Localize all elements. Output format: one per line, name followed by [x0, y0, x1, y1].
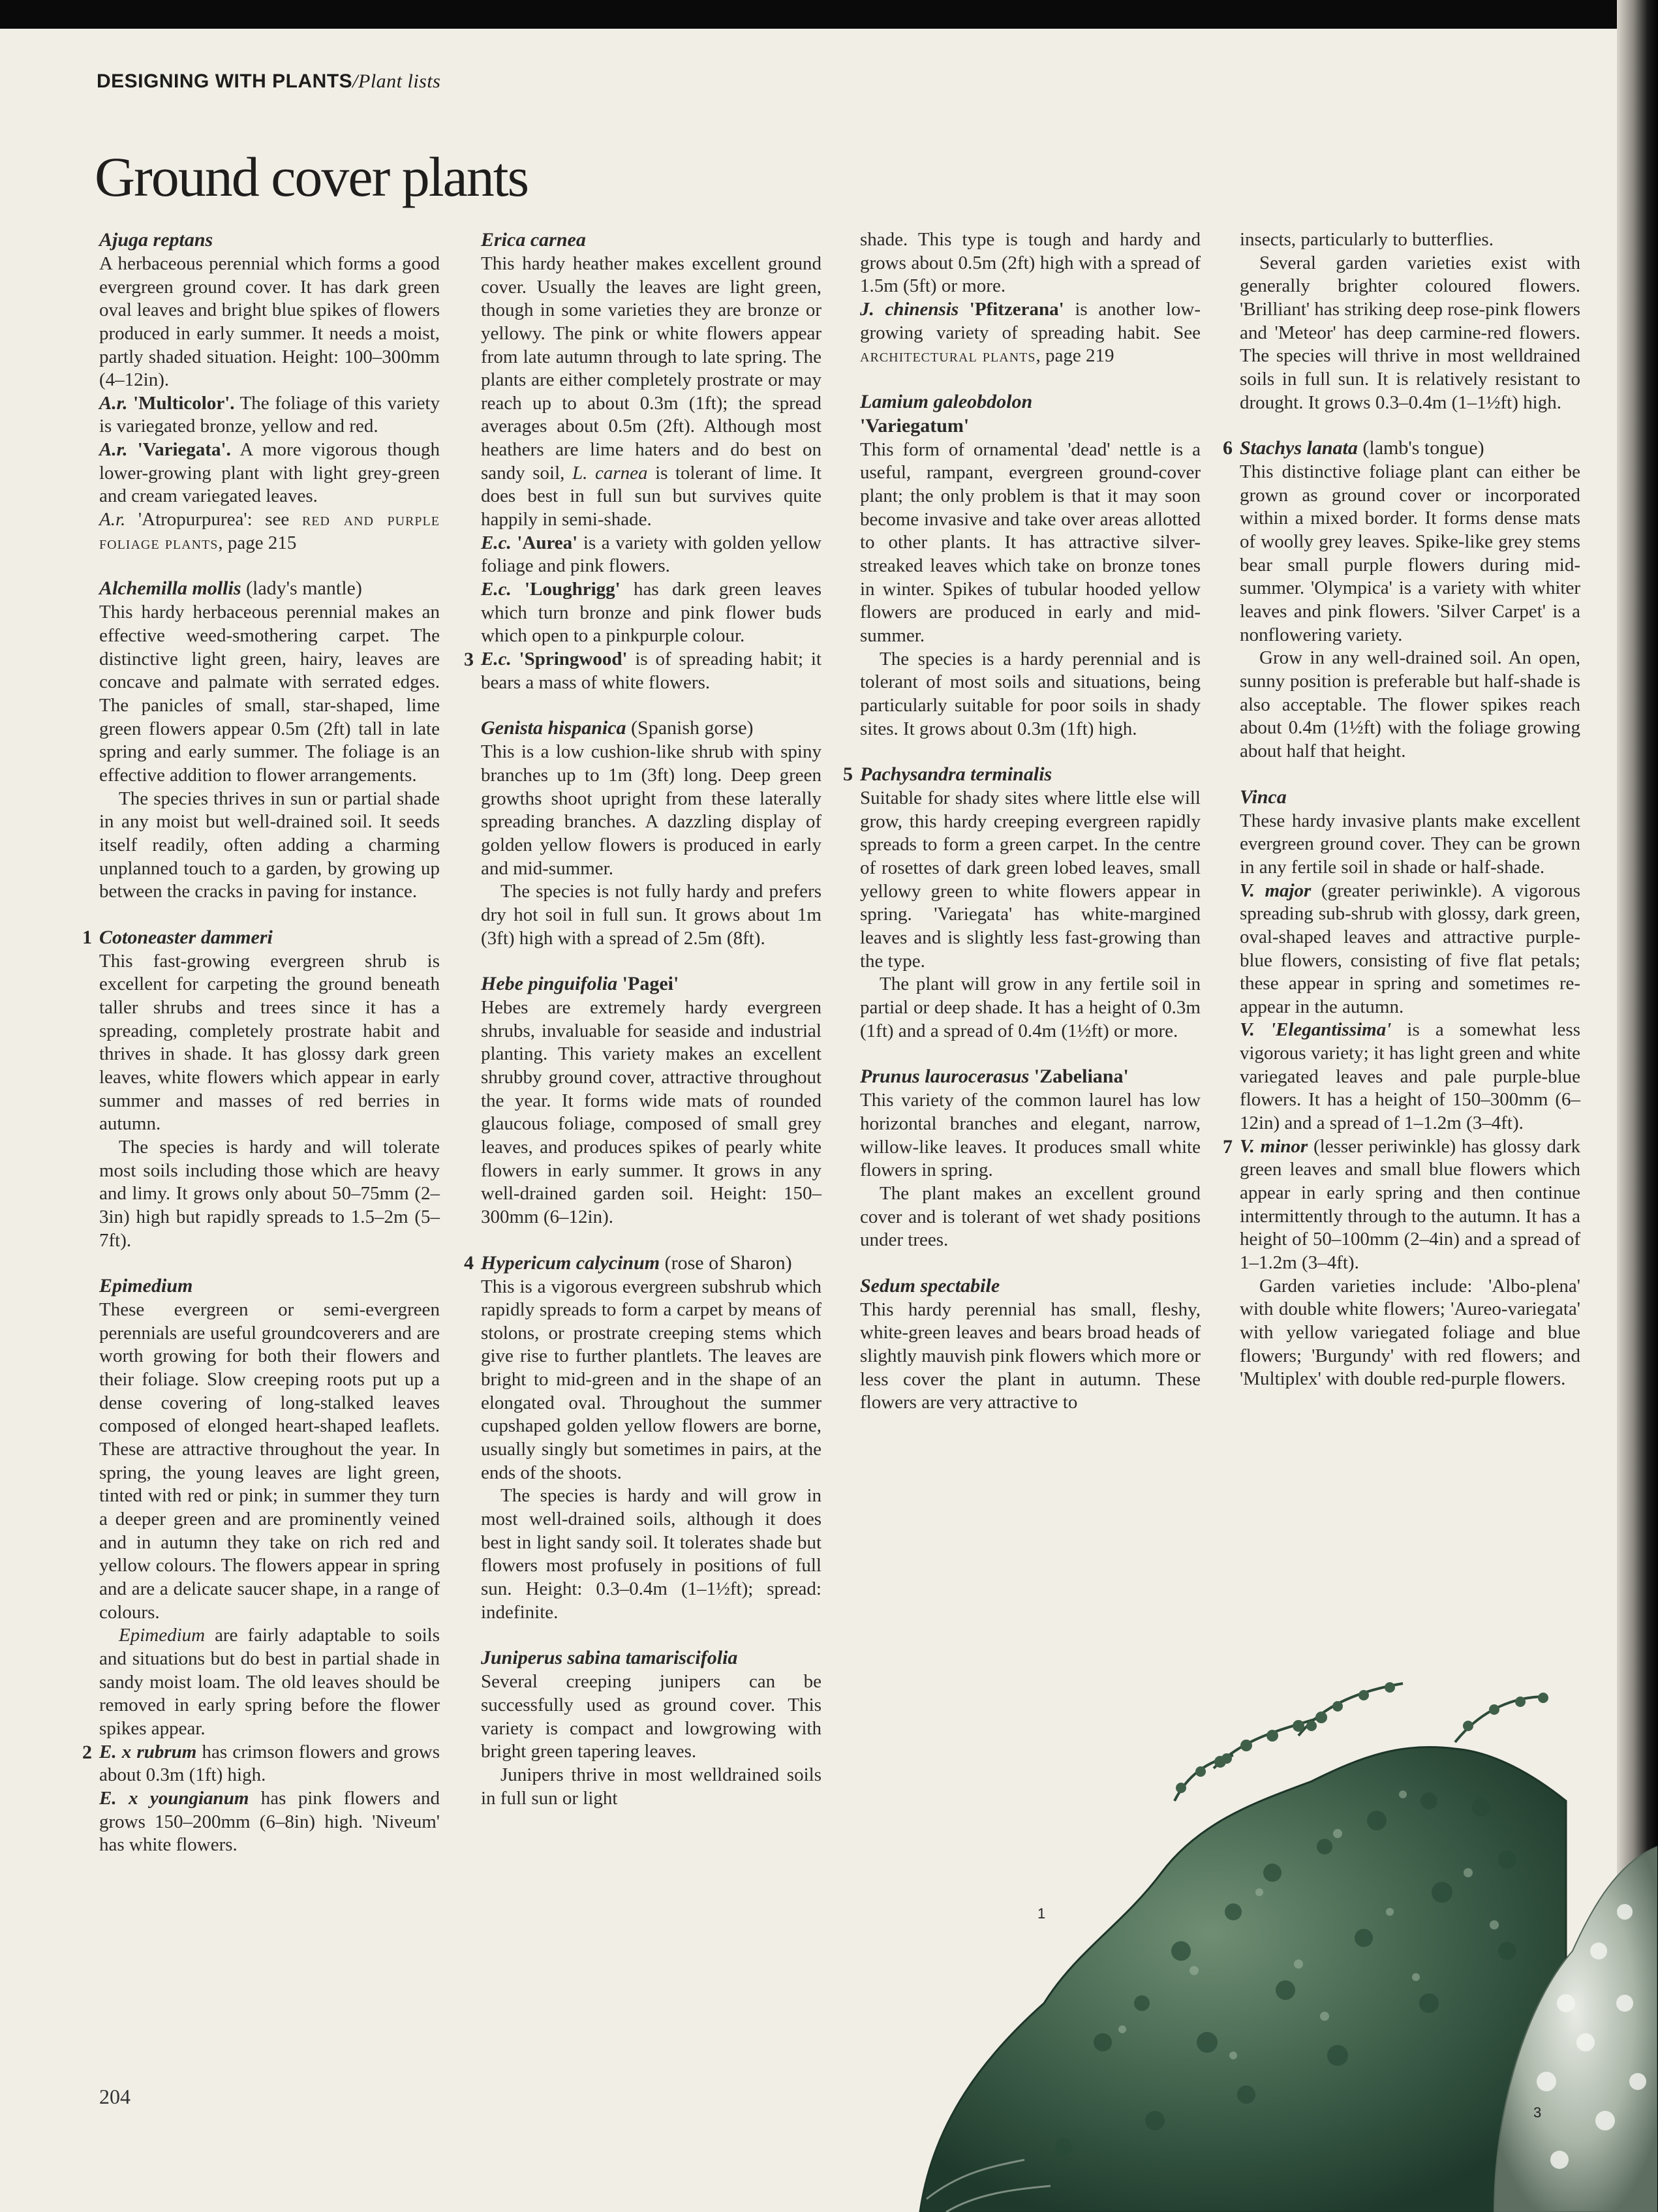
running-head-subsection: /Plant lists — [352, 70, 441, 92]
figure-number: 1 — [82, 926, 92, 948]
entry-heading: Sedum spectabile — [860, 1274, 1000, 1297]
entry-text: These evergreen or semi-evergreen perennials are useful groundcoverers and are worth growing for both their flowers and their foliage. Slow creeping roots put up a dense covering of long-stalked leaves composed of elonged heart-shaped leaflets. These are attractive throughout the year. In spring, the young leaves are light green, tinted with red or pink; in summer they turn a deeper green and are prominently veined and in autumn they take on rich red and yellow colours. The flowers appear in spring and are a delicate saucer shape, in a range of colours. — [99, 1299, 440, 1623]
entry-genista — [481, 716, 821, 950]
entry-cotoneaster — [82, 926, 440, 1252]
entry-text: Several garden varieties exist with generally brighter coloured flowers. 'Brilliant' has striking deep rose-pink flowers and 'Meteor' has deep carmine-red flowers. The species will thrive in most welldrained soils in full sun. It is relatively resistant to drought. It grows 0.3–0.4m (1–1½ft) high. — [1240, 252, 1580, 413]
entry-text: The plant makes an excellent ground cover and is tolerant of wet shady positions under trees. — [860, 1182, 1201, 1251]
entry-sedum — [860, 1274, 1201, 1415]
entry-text: The plant will grow in any fertile soil in partial or deep shade. It has a height of 0.3m (1ft) and a spread of 0.4m (1½ft) or more. — [860, 974, 1201, 1041]
entry-heading: Alchemilla mollis (lady's mantle) — [99, 577, 362, 600]
entry-hebe — [481, 972, 821, 1229]
entry-hypericum — [464, 1252, 821, 1625]
entry-juniperus-continued — [860, 228, 1201, 368]
page-number: 204 — [99, 2085, 130, 2108]
variety-text: E. x rubrum has crimson flowers and grows about 0.3m (1ft) high. — [99, 1741, 440, 1786]
entry-heading: Erica carnea — [481, 229, 586, 251]
figure-number: 7 — [1223, 1135, 1233, 1158]
variety-text: E.c. 'Loughrigg' has dark green leaves which turn bronze and pink flower buds which open to a pinkpurple colour. — [481, 579, 821, 647]
entry-lamium — [860, 390, 1201, 741]
entry-text: The species is a hardy perennial and is tolerant of most soils and situations, being particularly suitable for poor soils in shady sites. It grows about 0.3m (1ft) high. — [860, 648, 1201, 739]
entry-text: The species is not fully hardy and prefers dry hot soil in full sun. It grows about 1m (3ft) high with a spread of 2.5m (8ft). — [481, 881, 821, 949]
figure-number: 4 — [464, 1252, 474, 1274]
entry-heading: Ajuga reptans — [99, 229, 213, 251]
entry-heading: Juniperus sabina tamariscifolia — [481, 1647, 738, 1669]
entry-heading: Stachys lanata (lamb's tongue) — [1240, 437, 1484, 459]
variety-text: V. 'Elegantissima' is a somewhat less vigorous variety; it has light green and white variegated leaves and pale purple-blue flowers. It has a height of 150–300mm (6–12in) and a spread of 1–1.2m (3–4ft). — [1240, 1019, 1580, 1134]
entry-erica — [464, 228, 821, 694]
text-column-1 — [82, 228, 440, 1879]
entry-text: This is a low cushion-like shrub with spiny branches up to 1m (3ft) long. Deep green growths shoot upright from these laterally spreading branches. A dazzling display of golden yellow flowers is produced in early and mid-summer. — [481, 741, 821, 879]
entry-juniperus — [481, 1646, 821, 1810]
entry-text: This fast-growing evergreen shrub is excellent for carpeting the ground beneath taller shrubs and trees since it has a spreading, completely prostrate habit and thrives in shade. It has glossy dark green leaves, white flowers which appear in early summer and masses of red berries in autumn. — [99, 950, 440, 1135]
cross-reference: architectural plants — [860, 345, 1036, 367]
variety-text: V. minor (lesser periwinkle) has glossy dark green leaves and small blue flowers which appear in early spring and then continue intermittently through to the autumn. It has a height of 50–100mm (2–4in) and a spread of 1–1.2m (3–4ft). — [1240, 1135, 1580, 1274]
entry-text: This hardy perennial has small, fleshy, white-green leaves and bears broad heads of slightly mauvish pink flowers which more or less cover the plant in autumn. These flowers are very attractive to — [860, 1298, 1201, 1413]
entry-prunus — [860, 1065, 1201, 1252]
illustration-number: 1 — [1037, 1905, 1046, 1922]
text-column-3 — [843, 228, 1201, 1437]
entry-vinca — [1223, 786, 1580, 1391]
entry-alchemilla — [99, 577, 440, 903]
entry-text: This hardy heather makes excellent ground cover. Usually the leaves are light green, though in some varieties they are bronze or yellowy. The pink or white flowers appear from late autumn through to late spring. The plants are either completely prostrate or may reach up to about 0.3m (1ft); the spread averages about 0.5m (2ft). Although most heathers are lime haters and do best on sandy soil, L. carnea is tolerant of lime. It does best in full sun but survives quite happily in semi-shade. — [481, 253, 821, 530]
top-shadow-band — [0, 0, 1658, 29]
entry-heading: Lamium galeobdolon — [860, 390, 1033, 412]
text-column-4 — [1223, 228, 1580, 1413]
figure-number: 3 — [464, 649, 474, 671]
entry-heading: Genista hispanica (Spanish gorse) — [481, 717, 754, 739]
variety-text: A.r. 'Atropurpurea': see red and purple foliage plants, page 215 — [99, 509, 440, 553]
illustration-number: 3 — [1533, 2104, 1542, 2121]
entry-heading: Cotoneaster dammeri — [99, 926, 273, 948]
entry-pachysandra — [843, 763, 1201, 1043]
page-title: Ground cover plants — [95, 146, 529, 208]
variety-text: E. x youngianum has pink flowers and grows 150–200mm (6–8in) high. 'Niveum' has white flowers. — [99, 1787, 440, 1856]
entry-text: Hebes are extremely hardy evergreen shrubs, invaluable for seaside and industrial planting. This variety makes an excellent shrubby ground cover, attractive throughout the year. It forms wide mats of rounded glaucous foliage, composed of small grey leaves, and produces spikes of pearly white flowers in early summer. It grows in any well-drained garden soil. Height: 150–300mm (6–12in). — [481, 997, 821, 1227]
entry-text: insects, particularly to butterflies. — [1240, 229, 1494, 250]
entry-text: shade. This type is tough and hardy and grows about 0.5m (2ft) high with a spread of 1.5m (5ft) or more. — [860, 229, 1201, 297]
entry-ajuga — [99, 228, 440, 555]
variety-text: A.r. 'Multicolor'. The foliage of this variety is variegated bronze, yellow and red. — [99, 392, 440, 437]
cotoneaster-mound — [920, 1747, 1566, 2212]
entry-text: The species is hardy and will grow in most well-drained soils, although it does best in light sandy soil. It tolerates shade but flowers most profusely in positions of full sun. Height: 0.3–0.4m (1–1½ft); spread: indefinite. — [481, 1485, 821, 1623]
figure-number: 6 — [1223, 437, 1233, 459]
entry-text: This distinctive foliage plant can either be grown as ground cover or incorporated within a mixed border. It forms dense mats of woolly grey leaves. Spike-like grey stems bear small purple flowers during mid-summer. 'Olympica' is a variety with whiter leaves and pink flowers. 'Silver Carpet' is a nonflowering variety. — [1240, 461, 1580, 645]
entry-text: Suitable for shady sites where little else will grow, this hardy creeping evergreen rapidly spreads to form a green carpet. In the centre of rosettes of dark green lobed leaves, small yellowy green to white flowers appear in spring. 'Variegata' has white-margined leaves and is slightly less fast-growing than the type. — [860, 788, 1201, 972]
entry-heading: Epimedium — [99, 1275, 193, 1297]
entry-text: Epimedium are fairly adaptable to soils and situations but do best in partial shade in sandy moist loam. The old leaves should be removed in early spring before the flower spikes appear. — [99, 1625, 440, 1739]
entry-cultivar: 'Variegatum' — [860, 414, 970, 437]
entry-text: Several creeping junipers can be successfully used as ground cover. This variety is compact and lowgrowing with bright green tapering leaves. — [481, 1671, 821, 1762]
running-head-section: DESIGNING WITH PLANTS — [97, 70, 353, 92]
entry-heading: Vinca — [1240, 786, 1287, 808]
entry-heading: Hypericum calycinum (rose of Sharon) — [481, 1252, 792, 1274]
entry-text: This form of ornamental 'dead' nettle is a useful, rampant, evergreen ground-cover plant; the only problem is that it may soon become invasive and take over areas allotted to other plants. It has attractive silver-streaked leaves which take on bronze tones in winter. Spikes of tubular hooded yellow flowers are produced in early and mid-summer. — [860, 438, 1201, 646]
running-head — [97, 70, 440, 93]
entry-text: The species is hardy and will tolerate most soils including those which are heavy and limy. It grows only about 50–75mm (2–3in) high but rapidly spreads to 1.5–2m (5–7ft). — [99, 1136, 440, 1251]
entry-text: The species thrives in sun or partial shade in any moist but well-drained soil. It seeds itself readily, often adding a charming unplanned touch to a garden, by growing up between the cracks in paving for instance. — [99, 788, 440, 902]
variety-text: V. major (greater periwinkle). A vigorous spreading sub-shrub with glossy, dark green, oval-shaped leaves and attractive purple-blue flowers, consisting of five flat petals; these appear in spring and sometimes re-appear in the autumn. — [1240, 880, 1580, 1017]
ground-cover-illustration — [907, 1586, 1657, 2212]
variety-text: E.c. 'Springwood' is of spreading habit; it bears a mass of white flowers. — [481, 649, 821, 693]
entry-heading: Hebe pinguifolia 'Pagei' — [481, 973, 679, 995]
entry-epimedium — [82, 1274, 440, 1857]
entry-heading: Prunus laurocerasus 'Zabeliana' — [860, 1066, 1129, 1088]
text-column-2 — [464, 228, 821, 1832]
entry-text: Junipers thrive in most welldrained soils in full sun or light — [481, 1764, 821, 1809]
entry-text: This hardy herbaceous perennial makes an effective weed-smothering carpet. The distinctive light green, hairy, leaves are concave and palmate with serrated edges. The panicles of small, star-shaped, lime green flowers appear 0.5m (2ft) tall in late spring and early summer. The foliage is an effective addition to flower arrangements. — [99, 602, 440, 786]
entry-text: Grow in any well-drained soil. An open, sunny position is preferable but half-shade is also acceptable. The flower spikes reach about 0.4m (1½ft) with the foliage growing about half that height. — [1240, 647, 1580, 762]
entry-text: Garden varieties include: 'Albo-plena' with double white flowers; 'Aureo-variegata' with yellow variegated foliage and blue flowers; 'Burgundy' with red flowers; and 'Multiplex' with double red-purple flowers. — [1240, 1275, 1580, 1390]
entry-text: This is a vigorous evergreen subshrub which rapidly spreads to form a carpet by means of stolons, or prostrate creeping stems which give rise to further plantlets. The leaves are bright to mid-green and in the shape of an elongated oval. Throughout the summer cupshaped golden yellow flowers are borne, usually singly but sometimes in pairs, at the ends of the shoots. — [481, 1276, 821, 1483]
variety-text: J. chinensis 'Pfitzerana' is another low-growing variety of spreading habit. See architectural plants, page 219 — [860, 298, 1201, 367]
entry-stachys — [1223, 437, 1580, 763]
figure-number: 5 — [843, 763, 853, 786]
variety-text: E.c. 'Aurea' is a variety with golden yellow foliage and pink flowers. — [481, 532, 821, 577]
figure-number: 2 — [82, 1741, 92, 1763]
entry-sedum-continued — [1240, 228, 1580, 414]
entry-text: A herbaceous perennial which forms a good evergreen ground cover. It has dark green oval leaves and bright blue spikes of flowers produced in early summer. It needs a moist, partly shaded situation. Height: 100–300mm (4–12in). — [99, 253, 440, 391]
entry-text: These hardy invasive plants make excellent evergreen ground cover. They can be grown in any fertile soil in shade or half-shade. — [1240, 810, 1580, 878]
variety-text: A.r. 'Variegata'. A more vigorous though lower-growing plant with light grey-green and cream variegated leaves. — [99, 439, 440, 507]
cross-reference: red and purple foliage plants — [99, 509, 440, 553]
entry-heading: Pachysandra terminalis — [860, 763, 1052, 786]
entry-text: This variety of the common laurel has low horizontal branches and elegant, narrow, willow-like leaves. It produces small white flowers in spring. — [860, 1090, 1201, 1181]
